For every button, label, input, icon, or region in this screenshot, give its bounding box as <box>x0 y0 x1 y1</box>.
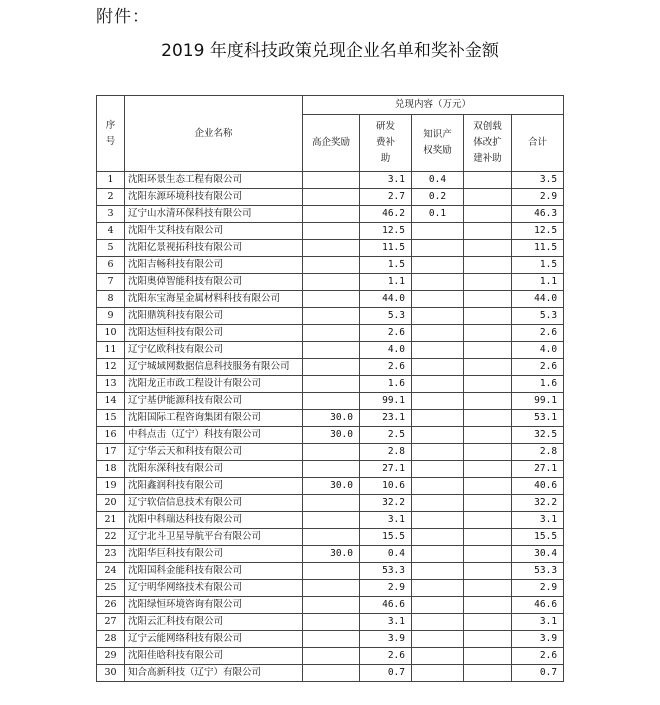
row-number: 10 <box>97 325 125 342</box>
ip-award <box>412 410 464 427</box>
table-row <box>97 563 564 580</box>
row-number: 25 <box>97 580 125 597</box>
table-row <box>97 172 564 189</box>
row-number: 5 <box>97 240 125 257</box>
table-row <box>97 257 564 274</box>
ip-award <box>412 597 464 614</box>
rd-subsidy: 0.7 <box>360 665 412 682</box>
document-title: 2019 年度科技政策兑现企业名单和奖补金额 <box>161 41 499 61</box>
company-name: 辽宁基伊能源科技有限公司 <box>125 393 303 410</box>
total-amount: 46.3 <box>512 206 564 223</box>
incubator-subsidy <box>464 563 512 580</box>
ip-award <box>412 563 464 580</box>
rd-subsidy: 44.0 <box>360 291 412 308</box>
row-number: 2 <box>97 189 125 206</box>
row-number: 11 <box>97 342 125 359</box>
company-name: 沈阳华巨科技有限公司 <box>125 546 303 563</box>
table-row <box>97 308 564 325</box>
ip-award <box>412 529 464 546</box>
incubator-subsidy <box>464 206 512 223</box>
header-group: 兑现内容（万元） <box>303 96 564 115</box>
row-number: 18 <box>97 461 125 478</box>
table-row <box>97 512 564 529</box>
table-row <box>97 274 564 291</box>
high-tech-award <box>303 580 360 597</box>
total-amount: 32.5 <box>512 427 564 444</box>
company-name: 辽宁华云天和科技有限公司 <box>125 444 303 461</box>
high-tech-award: 30.0 <box>303 410 360 427</box>
high-tech-award <box>303 206 360 223</box>
incubator-subsidy <box>464 512 512 529</box>
total-amount: 2.8 <box>512 444 564 461</box>
total-amount: 15.5 <box>512 529 564 546</box>
ip-award <box>412 393 464 410</box>
table-row <box>97 631 564 648</box>
total-amount: 11.5 <box>512 240 564 257</box>
total-amount: 3.5 <box>512 172 564 189</box>
high-tech-award <box>303 512 360 529</box>
table-row <box>97 614 564 631</box>
total-amount: 1.5 <box>512 257 564 274</box>
table-row <box>97 359 564 376</box>
total-amount: 5.3 <box>512 308 564 325</box>
company-name: 沈阳中科瑞达科技有限公司 <box>125 512 303 529</box>
award-table <box>96 95 564 682</box>
table-row <box>97 478 564 495</box>
rd-subsidy: 1.1 <box>360 274 412 291</box>
ip-award <box>412 342 464 359</box>
high-tech-award <box>303 325 360 342</box>
high-tech-award <box>303 342 360 359</box>
company-name: 辽宁亿欧科技有限公司 <box>125 342 303 359</box>
table-row <box>97 427 564 444</box>
row-number: 30 <box>97 665 125 682</box>
table-row <box>97 223 564 240</box>
incubator-subsidy <box>464 614 512 631</box>
ip-award <box>412 308 464 325</box>
company-name: 辽宁城域网数据信息科技服务有限公司 <box>125 359 303 376</box>
row-number: 15 <box>97 410 125 427</box>
table-row <box>97 665 564 682</box>
table-row <box>97 376 564 393</box>
rd-subsidy: 2.8 <box>360 444 412 461</box>
high-tech-award <box>303 291 360 308</box>
row-number: 20 <box>97 495 125 512</box>
incubator-subsidy <box>464 546 512 563</box>
company-name: 知合高新科技（辽宁）有限公司 <box>125 665 303 682</box>
high-tech-award <box>303 359 360 376</box>
ip-award <box>412 223 464 240</box>
high-tech-award <box>303 257 360 274</box>
table-row <box>97 444 564 461</box>
rd-subsidy: 4.0 <box>360 342 412 359</box>
header-rd: 研发费补助 <box>360 115 412 172</box>
high-tech-award <box>303 597 360 614</box>
total-amount: 4.0 <box>512 342 564 359</box>
high-tech-award: 30.0 <box>303 546 360 563</box>
high-tech-award <box>303 563 360 580</box>
rd-subsidy: 99.1 <box>360 393 412 410</box>
row-number: 9 <box>97 308 125 325</box>
company-name: 沈阳牛艾科技有限公司 <box>125 223 303 240</box>
rd-subsidy: 27.1 <box>360 461 412 478</box>
table-row <box>97 580 564 597</box>
incubator-subsidy <box>464 240 512 257</box>
company-name: 沈阳鼎筑科技有限公司 <box>125 308 303 325</box>
row-number: 22 <box>97 529 125 546</box>
rd-subsidy: 46.2 <box>360 206 412 223</box>
company-name: 沈阳东深科技有限公司 <box>125 461 303 478</box>
incubator-subsidy <box>464 665 512 682</box>
total-amount: 3.9 <box>512 631 564 648</box>
row-number: 4 <box>97 223 125 240</box>
total-amount: 1.6 <box>512 376 564 393</box>
rd-subsidy: 46.6 <box>360 597 412 614</box>
row-number: 26 <box>97 597 125 614</box>
ip-award <box>412 648 464 665</box>
company-name: 沈阳亿景视拓科技有限公司 <box>125 240 303 257</box>
incubator-subsidy <box>464 274 512 291</box>
ip-award <box>412 546 464 563</box>
row-number: 23 <box>97 546 125 563</box>
row-number: 24 <box>97 563 125 580</box>
rd-subsidy: 1.5 <box>360 257 412 274</box>
high-tech-award <box>303 614 360 631</box>
company-name: 沈阳达恒科技有限公司 <box>125 325 303 342</box>
high-tech-award <box>303 665 360 682</box>
incubator-subsidy <box>464 597 512 614</box>
incubator-subsidy <box>464 189 512 206</box>
row-number: 12 <box>97 359 125 376</box>
ip-award <box>412 427 464 444</box>
total-amount: 0.7 <box>512 665 564 682</box>
rd-subsidy: 3.9 <box>360 631 412 648</box>
high-tech-award <box>303 308 360 325</box>
ip-award <box>412 665 464 682</box>
ip-award <box>412 257 464 274</box>
high-tech-award <box>303 495 360 512</box>
incubator-subsidy <box>464 427 512 444</box>
company-name: 辽宁山水清环保科技有限公司 <box>125 206 303 223</box>
rd-subsidy: 1.6 <box>360 376 412 393</box>
table-row <box>97 291 564 308</box>
incubator-subsidy <box>464 223 512 240</box>
rd-subsidy: 15.5 <box>360 529 412 546</box>
rd-subsidy: 2.6 <box>360 648 412 665</box>
incubator-subsidy <box>464 444 512 461</box>
high-tech-award <box>303 172 360 189</box>
incubator-subsidy <box>464 478 512 495</box>
high-tech-award <box>303 529 360 546</box>
incubator-subsidy <box>464 393 512 410</box>
company-name: 沈阳鑫润科技有限公司 <box>125 478 303 495</box>
table-row <box>97 240 564 257</box>
attachment-label: 附件： <box>96 7 150 27</box>
ip-award: 0.4 <box>412 172 464 189</box>
ip-award <box>412 580 464 597</box>
incubator-subsidy <box>464 342 512 359</box>
company-name: 沈阳环景生态工程有限公司 <box>125 172 303 189</box>
ip-award <box>412 512 464 529</box>
total-amount: 46.6 <box>512 597 564 614</box>
total-amount: 2.9 <box>512 189 564 206</box>
header-no: 序号 <box>97 96 125 172</box>
total-amount: 2.6 <box>512 325 564 342</box>
company-name: 沈阳东宝海星金属材料科技有限公司 <box>125 291 303 308</box>
header-ip: 知识产权奖励 <box>412 115 464 172</box>
company-name: 沈阳奥倬智能科技有限公司 <box>125 274 303 291</box>
high-tech-award <box>303 274 360 291</box>
incubator-subsidy <box>464 410 512 427</box>
rd-subsidy: 11.5 <box>360 240 412 257</box>
rd-subsidy: 23.1 <box>360 410 412 427</box>
high-tech-award: 30.0 <box>303 478 360 495</box>
row-number: 17 <box>97 444 125 461</box>
table-row <box>97 529 564 546</box>
company-name: 沈阳龙正市政工程设计有限公司 <box>125 376 303 393</box>
rd-subsidy: 2.6 <box>360 325 412 342</box>
total-amount: 2.9 <box>512 580 564 597</box>
table-row <box>97 393 564 410</box>
incubator-subsidy <box>464 461 512 478</box>
company-name: 沈阳云汇科技有限公司 <box>125 614 303 631</box>
row-number: 8 <box>97 291 125 308</box>
ip-award <box>412 614 464 631</box>
total-amount: 30.4 <box>512 546 564 563</box>
table-row <box>97 461 564 478</box>
table-row <box>97 342 564 359</box>
header-high-tech: 高企奖励 <box>303 115 360 172</box>
rd-subsidy: 2.7 <box>360 189 412 206</box>
rd-subsidy: 2.9 <box>360 580 412 597</box>
rd-subsidy: 12.5 <box>360 223 412 240</box>
ip-award <box>412 495 464 512</box>
ip-award <box>412 478 464 495</box>
row-number: 6 <box>97 257 125 274</box>
total-amount: 53.1 <box>512 410 564 427</box>
header-company: 企业名称 <box>125 96 303 172</box>
row-number: 13 <box>97 376 125 393</box>
high-tech-award <box>303 393 360 410</box>
rd-subsidy: 3.1 <box>360 512 412 529</box>
incubator-subsidy <box>464 580 512 597</box>
total-amount: 2.6 <box>512 359 564 376</box>
total-amount: 2.6 <box>512 648 564 665</box>
high-tech-award <box>303 444 360 461</box>
ip-award <box>412 444 464 461</box>
company-name: 中科点击（辽宁）科技有限公司 <box>125 427 303 444</box>
row-number: 19 <box>97 478 125 495</box>
rd-subsidy: 32.2 <box>360 495 412 512</box>
incubator-subsidy <box>464 308 512 325</box>
table-row <box>97 546 564 563</box>
total-amount: 40.6 <box>512 478 564 495</box>
company-name: 沈阳吉畅科技有限公司 <box>125 257 303 274</box>
ip-award <box>412 631 464 648</box>
incubator-subsidy <box>464 648 512 665</box>
high-tech-award <box>303 189 360 206</box>
high-tech-award <box>303 461 360 478</box>
rd-subsidy: 3.1 <box>360 614 412 631</box>
ip-award <box>412 291 464 308</box>
incubator-subsidy <box>464 291 512 308</box>
total-amount: 32.2 <box>512 495 564 512</box>
incubator-subsidy <box>464 257 512 274</box>
header-incubator: 双创载体改扩建补助 <box>464 115 512 172</box>
company-name: 沈阳绿恒环境咨询有限公司 <box>125 597 303 614</box>
high-tech-award <box>303 648 360 665</box>
row-number: 16 <box>97 427 125 444</box>
rd-subsidy: 53.3 <box>360 563 412 580</box>
high-tech-award <box>303 240 360 257</box>
company-name: 沈阳佳晗科技有限公司 <box>125 648 303 665</box>
row-number: 1 <box>97 172 125 189</box>
rd-subsidy: 2.5 <box>360 427 412 444</box>
table-row <box>97 206 564 223</box>
ip-award <box>412 274 464 291</box>
company-name: 辽宁软信信息技术有限公司 <box>125 495 303 512</box>
high-tech-award: 30.0 <box>303 427 360 444</box>
rd-subsidy: 0.4 <box>360 546 412 563</box>
table-row <box>97 325 564 342</box>
header-total: 合计 <box>512 115 564 172</box>
row-number: 28 <box>97 631 125 648</box>
row-number: 14 <box>97 393 125 410</box>
row-number: 29 <box>97 648 125 665</box>
ip-award <box>412 325 464 342</box>
company-name: 沈阳国科金能科技有限公司 <box>125 563 303 580</box>
total-amount: 3.1 <box>512 512 564 529</box>
incubator-subsidy <box>464 376 512 393</box>
ip-award <box>412 461 464 478</box>
table-row <box>97 495 564 512</box>
high-tech-award <box>303 223 360 240</box>
ip-award <box>412 240 464 257</box>
total-amount: 3.1 <box>512 614 564 631</box>
total-amount: 44.0 <box>512 291 564 308</box>
incubator-subsidy <box>464 172 512 189</box>
rd-subsidy: 10.6 <box>360 478 412 495</box>
row-number: 27 <box>97 614 125 631</box>
company-name: 辽宁北斗卫星导航平台有限公司 <box>125 529 303 546</box>
table-row <box>97 189 564 206</box>
ip-award: 0.2 <box>412 189 464 206</box>
row-number: 7 <box>97 274 125 291</box>
incubator-subsidy <box>464 529 512 546</box>
incubator-subsidy <box>464 631 512 648</box>
rd-subsidy: 5.3 <box>360 308 412 325</box>
high-tech-award <box>303 376 360 393</box>
total-amount: 53.3 <box>512 563 564 580</box>
company-name: 辽宁云能网络科技有限公司 <box>125 631 303 648</box>
ip-award <box>412 359 464 376</box>
total-amount: 1.1 <box>512 274 564 291</box>
ip-award: 0.1 <box>412 206 464 223</box>
total-amount: 99.1 <box>512 393 564 410</box>
company-name: 沈阳国际工程咨询集团有限公司 <box>125 410 303 427</box>
table-row <box>97 410 564 427</box>
table-body <box>97 172 564 682</box>
total-amount: 27.1 <box>512 461 564 478</box>
table-row <box>97 597 564 614</box>
table-row <box>97 648 564 665</box>
total-amount: 12.5 <box>512 223 564 240</box>
ip-award <box>412 376 464 393</box>
row-number: 3 <box>97 206 125 223</box>
high-tech-award <box>303 631 360 648</box>
company-name: 辽宁明华网络技术有限公司 <box>125 580 303 597</box>
rd-subsidy: 2.6 <box>360 359 412 376</box>
row-number: 21 <box>97 512 125 529</box>
rd-subsidy: 3.1 <box>360 172 412 189</box>
table-header <box>97 96 564 172</box>
incubator-subsidy <box>464 359 512 376</box>
incubator-subsidy <box>464 325 512 342</box>
company-name: 沈阳东源环境科技有限公司 <box>125 189 303 206</box>
incubator-subsidy <box>464 495 512 512</box>
